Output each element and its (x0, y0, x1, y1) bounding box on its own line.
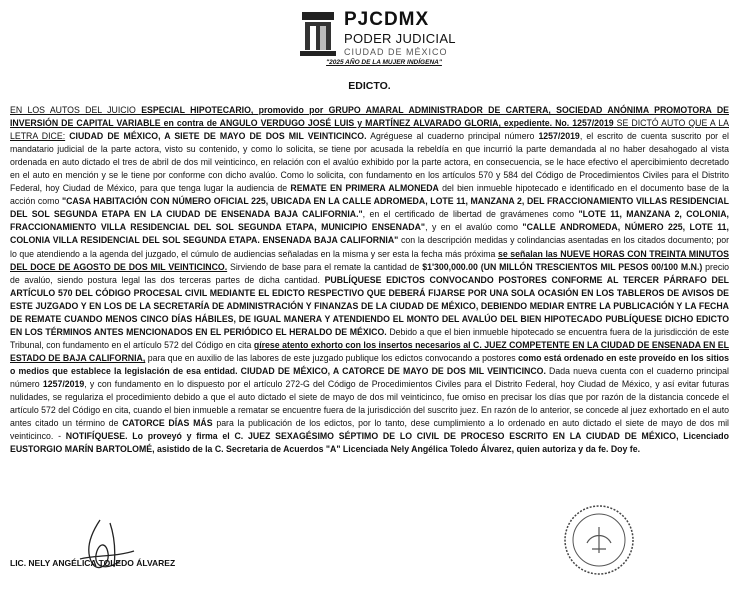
body-text: REMATE EN PRIMERA ALMONEDA (290, 183, 439, 194)
body-text: Dada nueva cuenta con el cuaderno principal número (10, 365, 729, 389)
body-text: , el escrito de cuenta suscrito por el mandatario judicial de la parte actora, visto su contenido, y como lo solicita, se tiene por acusada la rebeldía en que incurrió la parte demandada al no haber desahogado al vista ordenada en auto dictado el tres de abril de dos mil veinticinco, en relación con el avalúo exhibido por la parte actora, en consecuencia, se le hace efectivo el apercibimiento decretado en el auto en mención y se le tiene por conforme con dicho avalúo. Como lo solicita, con fundamento en los artículos 570 y 584 del Código de Procedimientos Civiles para el Distrito Federal, hoy Ciudad de México, para que tenga lugar la audiencia de (10, 131, 729, 194)
body-text: con la descripción medidas y colindancias asentadas en los citados documento; por lo que atendiendo a la agenda del juzgado, el cúmulo de audiencias señaladas en la misma y ser esta la fecha más próxima (10, 235, 729, 259)
body-text: PUBLÍQUESE EDICTOS CONVOCANDO POSTORES CONFORME AL TERCER PÁRRAFO DEL ARTÍCULO 570 DEL CÓDIGO PROCESAL CIVIL MEDIANTE EL EDICTO RESPECTIVO QUE DEBERÁ FIJARSE POR UNA SOLA OCASIÓN EN LOS TABLEROS DE AVISOS DE ESTE JUZGADO Y EN LOS DE LA SECRETARÍA DE ADMINISTRACIÓN Y FINANZAS DE LA CIUDAD DE MÉXICO, DEBIENDO MEDIAR ENTRE LA PUBLICACIÓN Y LA FECHA DE REMATE CUANDO MENOS CINCO DÍAS HÁBILES, DE IGUAL MANERA Y ATENDIENDO EL MONTO DEL AVALÚO DEL BIEN HIPOTECADO PUBLÍQUESE DICHO EDICTO EN LOS TÉRMINOS ANTES MENCIONADOS EN EL PERIÓDICO EL HERALDO DE MÉXICO. (10, 274, 729, 337)
body-text: se señalan las NUEVE HORAS CON TREINTA MINUTOS DEL DOCE DE AGOSTO DE DOS MIL VEINTICINCO. (10, 248, 729, 272)
body-text: para la publicación de los edictos, por lo tanto, dese cumplimiento a lo ordenado en auto dictado el siete de mayo de dos mil veinticinco. - (10, 418, 729, 442)
body-text: EN LOS AUTOS DEL JUICIO (10, 105, 142, 115)
body-text: del bien inmueble hipotecado e identificado en el documento base de la acción como (10, 183, 729, 207)
body-text: SE DICTÓ AUTO QUE A LA LETRA DICE: (10, 118, 729, 142)
body-text: CIUDAD DE MÉXICO, A SIETE DE MAYO DE DOS MIL VEINTICINCO. (65, 131, 367, 142)
body-text: precio de avalúo, siendo postura legal las dos terceras partes de dicha cantidad. (10, 261, 729, 285)
logo-title: PJCDMX (344, 9, 430, 30)
logo-city: CIUDAD DE MÉXICO (344, 47, 448, 57)
courthouse-logo-icon (300, 12, 336, 56)
body-text: , y con fundamento en lo dispuesto por el artículo 272-G del Código de Procedimientos Civiles para el Distrito Federal, hoy Ciudad de México, y así evitar futuras nulidades, se regulariza el procedimiento debido a que el auto dictado el siete de mayo de dos mil veinticinco, fue omiso en precisar los días que por razón de la distancia concede el artículo 572 del Código en cita, cuando el bien inmueble a rematar se encuentre fuera de la jurisdicción del suscrito juez. En razón de lo anterior, se concede al juez exhortado en el auto antes citado un término de (10, 378, 729, 429)
body-text: como está ordenado en este proveído en los sitios o medios que establece la legislación de esa entidad. CIUDAD DE MÉXICO, A CATORCE DE MAYO DE DOS MIL VEINTICINCO. (10, 352, 729, 376)
body-text: Debido a que el bien inmueble hipotecado se encuentra fuera de la jurisdicción de este Tribunal, con fundamento en el artículo 572 del Código en cita (10, 326, 729, 350)
body-text: gírese atento exhorto con los insertos necesarios al C. JUEZ COMPETENTE EN LA CIUDAD DE ENSENADA EN EL ESTADO DE BAJA CALIFORNIA, (10, 339, 729, 363)
body-text: "CALLE ANDROMEDA, NÚMERO 225, LOTE 11, COLONIA VILLA RESIDENCIAL DEL SOL SEGUNDA ETAPA. ENSENADA BAJA CALIFORNIA" (10, 222, 729, 246)
body-text: "CASA HABITACIÓN CON NÚMERO OFICIAL 225, UBICADA EN LA CALLE ADROMEDA, LOTE 11, MANZANA 2, DEL FRACCIONAMIENTO VILLAS RESIDENCIAL DEL SOL SEGUNDA ETAPA EN LA CIUDAD DE ENSENADA BAJA CALIFORNIA." (10, 196, 729, 220)
document-title: EDICTO. (348, 80, 391, 92)
body-text: 1257/2019 (42, 378, 85, 389)
body-text: NOTIFÍQUESE. Lo proveyó y firma el C. JUEZ SEXAGÉSIMO SÉPTIMO DE LO CIVIL DE PROCESO ESCRITO EN LA CIUDAD DE MÉXICO, Licenciado EUSTORGIO MARÍN BARTOLOMÉ, asistido de la C. Secretaria de Acuerdos "A" Licenciada Nely Angélica Toledo Álvarez, quien autoriza y da fe. Doy fe. (10, 431, 729, 455)
body-text: , en el certificado de libertad de gravámenes como (362, 209, 579, 220)
body-text: 1257/2019 (538, 131, 580, 142)
signer-name: LIC. NELY ANGÉLICA TOLEDO ÁLVAREZ (10, 558, 176, 568)
logo-subtitle: PODER JUDICIAL (344, 31, 456, 46)
body-text: Sirviendo de base para el remate la cantidad de (227, 261, 423, 272)
body-text: $1'300,000.00 (UN MILLÓN TRESCIENTOS MIL PESOS 00/100 M.N.) (422, 261, 703, 272)
court-seal-icon (562, 503, 636, 577)
year-motto: "2025 AÑO DE LA MUJER INDÍGENA" (326, 59, 442, 66)
body-text: "LOTE 11, MANZANA 2, COLONIA, FRACCIONAMIENTO VILLA RESIDENCIAL DEL SOL SEGUNDA ETAPA, MUNICIPIO ENSENADA" (10, 209, 729, 233)
body-text: ESPECIAL HIPOTECARIO, promovido por GRUPO AMARAL ADMINISTRADOR DE CARTERA, SOCIEDAD ANÓNIMA PROMOTORA DE INVERSIÓN DE CAPITAL VARIABLE en contra de ANGULO VERDUGO JOSÉ LUIS y MARTÍNEZ ALVARADO GLORIA, expediente. No. 1257/2019 (10, 105, 729, 129)
body-text: Agréguese al cuaderno principal número (366, 131, 539, 142)
edict-body (10, 104, 729, 456)
body-text: , y en el avalúo como (425, 222, 523, 233)
body-text: CATORCE DÍAS MÁS (122, 418, 213, 429)
body-text: para que en auxilio de las labores de este juzgado publique los edictos convocando a postores (145, 352, 519, 363)
